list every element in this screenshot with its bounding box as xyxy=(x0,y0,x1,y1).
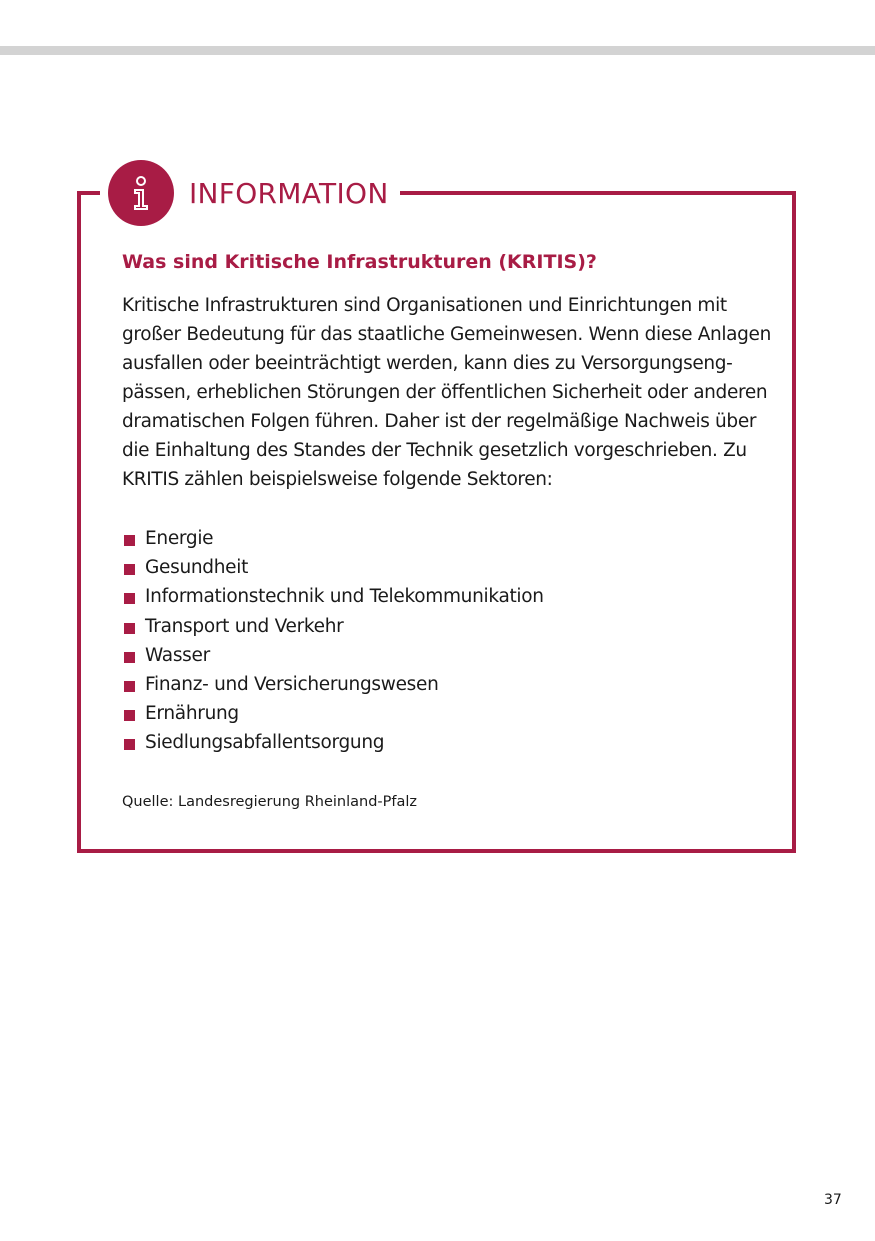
paragraph-line: großer Bedeutung für das staatliche Gemeinwesen. Wenn diese Anlagen xyxy=(122,324,771,345)
info-paragraph xyxy=(122,291,771,494)
paragraph-line: KRITIS zählen beispielsweise folgende Sektoren: xyxy=(122,469,553,490)
list-item-label: Wasser xyxy=(145,644,210,666)
list-item-label: Transport und Verkehr xyxy=(145,615,344,637)
paragraph-line: die Einhaltung des Standes der Technik gesetzlich vorgeschrieben. Zu xyxy=(122,440,747,461)
question-heading: Was sind Kritische Infrastrukturen (KRITIS)? xyxy=(122,251,597,273)
list-item-label: Energie xyxy=(145,528,214,549)
list-item xyxy=(122,728,544,757)
paragraph-line: pässen, erheblichen Störungen der öffentlichen Sicherheit oder anderen xyxy=(122,382,768,403)
info-icon xyxy=(108,160,174,226)
list-item-label: Finanz- und Versicherungswesen xyxy=(145,674,439,696)
bullet-square-icon xyxy=(124,652,135,663)
list-item-label: Gesundheit xyxy=(145,557,249,579)
paragraph-line: Kritische Infrastrukturen sind Organisationen und Einrichtungen mit xyxy=(122,295,727,316)
list-item-label: Ernährung xyxy=(145,703,239,725)
list-item xyxy=(122,699,544,728)
page-number: 37 xyxy=(824,1192,842,1208)
bullet-square-icon xyxy=(124,564,135,575)
paragraph-line: dramatischen Folgen führen. Daher ist der regelmäßige Nachweis über xyxy=(122,411,757,432)
bullet-square-icon xyxy=(124,681,135,692)
source-note: Quelle: Landesregierung Rheinland-Pfalz xyxy=(122,794,418,810)
bullet-square-icon xyxy=(124,739,135,750)
bullet-square-icon xyxy=(124,535,135,546)
list-item xyxy=(122,641,544,670)
top-rule xyxy=(0,46,875,55)
info-heading: INFORMATION xyxy=(189,177,389,210)
list-item-label: Siedlungsabfallentsorgung xyxy=(145,732,385,754)
bullet-square-icon xyxy=(124,593,135,604)
list-item xyxy=(122,582,544,611)
list-item xyxy=(122,612,544,641)
sector-list xyxy=(122,524,544,758)
list-item xyxy=(122,670,544,699)
paragraph-line: ausfallen oder beeinträchtigt werden, kann dies zu Versorgungseng- xyxy=(122,353,733,374)
bullet-square-icon xyxy=(124,710,135,721)
list-item xyxy=(122,524,544,553)
list-item-label: Informationstechnik und Telekommunikation xyxy=(145,586,544,608)
list-item xyxy=(122,553,544,582)
bullet-square-icon xyxy=(124,623,135,634)
